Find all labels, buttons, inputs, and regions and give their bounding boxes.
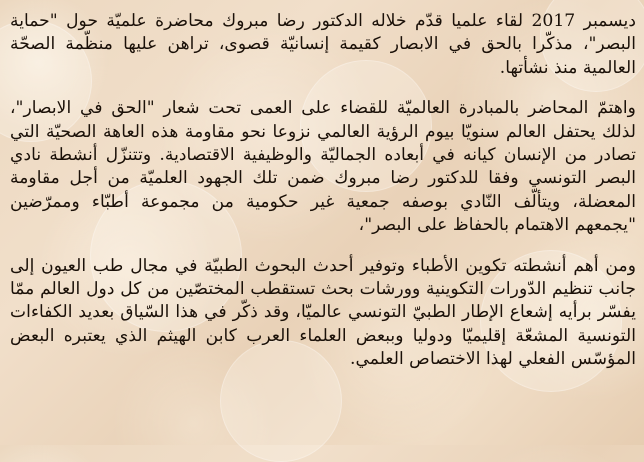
article-body xyxy=(10,0,636,372)
paragraph-global-initiative: واهتمّ المحاضر بالمبادرة العالميّة للقضاء على العمى تحت شعار "الحق في الابصار"، لذلك يحتفل العالم سنويّا بيوم الرؤية العالمي نزوعا نحو مقاومة هذه العاهة الصحيّة التي تصادر من الإنسان كيانه في أبعاده الجماليّة والوظيفية الاقتصادية. وتتنزّل أنشطة نادي البصر التونسي وفقا للدكتور رضا مبروك ضمن تلك الجهود العلميّة من أجل مقاومة المعضلة، ويتألّف النّادي بوصفه جمعية غير حكومية من مجموعة أطبّاء وممرّضين "يجمعهم الاهتمام بالحفاظ على البصر"، xyxy=(10,98,636,236)
paragraph-event-intro: ديسمبر 2017 لقاء علميا قدّم خلاله الدكتور رضا مبروك محاضرة علميّة حول "حماية البصر"، مذكّرا بالحق في الابصار كقيمة إنسانيّة قصوى، تراهن عليها منظّمة الصحّة العالمية منذ نشأتها. xyxy=(10,11,636,78)
paragraph-club-activities: ومن أهم أنشطته تكوين الأطباء وتوفير أحدث البحوث الطبيّة في مجال طب العيون إلى جانب تنظيم الدّورات التكوينية وورشات بحث تستقطب المختصّين من كل دول العالم ممّا يفسّر برأيه إشعاع الإطار الطبيّ التونسي عالميّا، وقد ذكّر في هذا السّياق بعديد الكفاءات التونسية المشعّة إقليميّا ودوليا وببعض العلماء العرب كابن الهيثم الذي يعتبره البعض المؤسّس الفعلي لهذا الاختصاص العلمي. xyxy=(10,255,636,370)
